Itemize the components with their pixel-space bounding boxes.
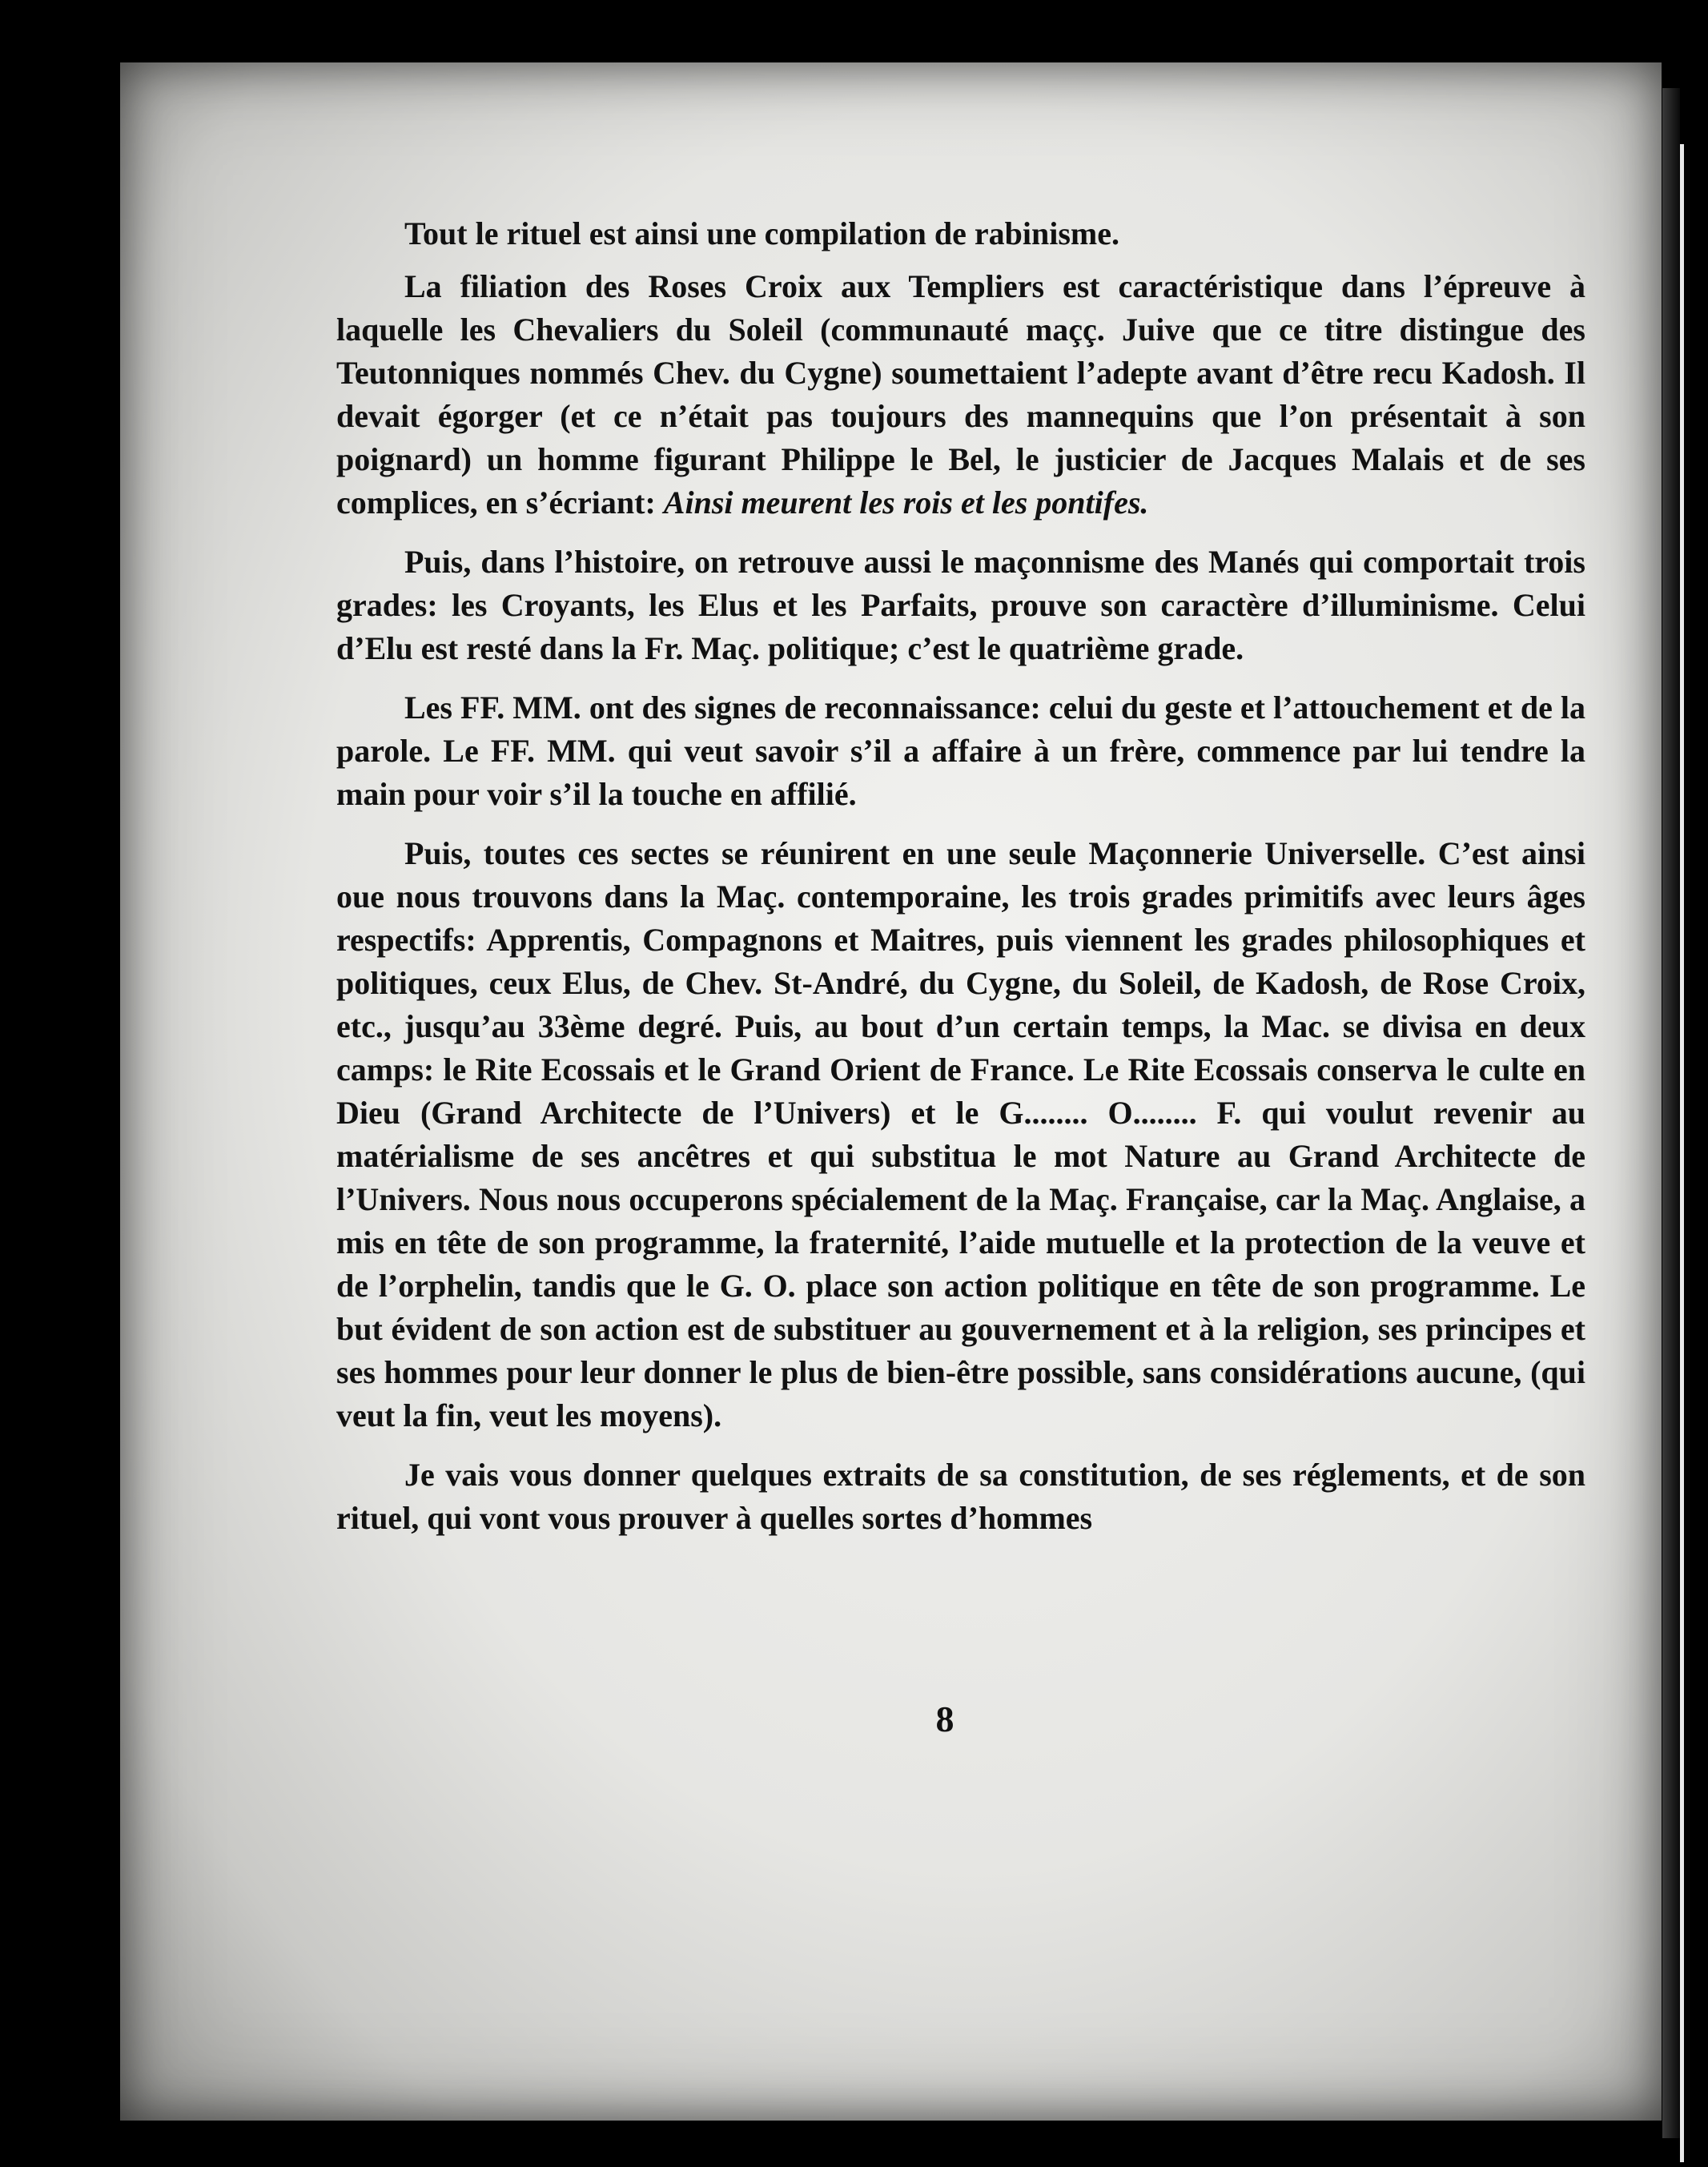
- paragraph-3-text: Puis, dans l’histoire, on retrouve aussi le maçonnisme des Manés qui comportait trois grades: les Croyants, les Elus et les Parfaits, prouve son caractère d’illuminisme. Celui d’Elu est resté dans la Fr. Maç. politique; c’est le quatrième grade.: [336, 544, 1585, 666]
- paragraph-1-text: Tout le rituel est ainsi une compilation de rabinisme.: [404, 215, 1120, 251]
- paragraph-2: [336, 265, 1585, 525]
- paragraph-2-italic-quote: Ainsi meurent les rois et les pontifes.: [663, 484, 1149, 521]
- binding-edge: [1662, 88, 1680, 2138]
- paragraph-4: [336, 686, 1585, 816]
- paragraph-4-text: Les FF. MM. ont des signes de reconnaissance: celui du geste et l’attouchement et de la parole. Le FF. MM. qui veut savoir s’il a affaire à un frère, commence par lui tendre la main pour voir s’il la touche en affilié.: [336, 690, 1585, 812]
- paragraph-1: [336, 212, 1585, 255]
- paragraph-6: [336, 1453, 1585, 1540]
- page-body: [336, 212, 1585, 1556]
- page-number: 8: [935, 1699, 954, 1739]
- paragraph-3: [336, 541, 1585, 670]
- paragraph-5: [336, 832, 1585, 1437]
- binding-line: [1680, 144, 1684, 2162]
- paragraph-2-text: La filiation des Roses Croix aux Templiers est caractéristique dans l’épreuve à laquelle les Chevaliers du Soleil (communauté maçç. Juive que ce titre distingue des Teutonniques nommés Chev. du Cygne) soumettaient l’adepte avant d’être recu Kadosh. Il devait égorger (et ce n’était pas toujours des mannequins que l’on présentait à son poignard) un homme figurant Philippe le Bel, le justicier de Jacques Malais et de ses complices, en s’écriant:: [336, 268, 1585, 521]
- paragraph-6-text: Je vais vous donner quelques extraits de sa constitution, de ses réglements, et de son rituel, qui vont vous prouver à quelles sortes d’hommes: [336, 1457, 1585, 1536]
- paragraph-5-text: Puis, toutes ces sectes se réunirent en une seule Maçonnerie Universelle. C’est ainsi oue nous trouvons dans la Maç. contemporaine, les trois grades primitifs avec leurs âges respectifs: Apprentis, Compagnons et Maitres, puis viennent les grades philosophiques et politiques, ceux Elus, de Chev. St-André, du Cygne, du Soleil, de Kadosh, de Rose Croix, etc., jusqu’au 33ème degré. Puis, au bout d’un certain temps, la Mac. se divisa en deux camps: le Rite Ecossais et le Grand Orient de France. Le Rite Ecossais conserva le culte en Dieu (Grand Architecte de l’Univers) et le G........ O........ F. qui voulut revenir au matérialisme de ses ancêtres et qui substitua le mot Nature au Grand Architecte de l’Univers. Nous nous occuperons spécialement de la Maç. Française, car la Maç. Anglaise, a mis en tête de son programme, la fraternité, l’aide mutuelle et la protection de la veuve et de l’orphelin, tandis que le G. O. place son action politique en tête de son programme. Le but évident de son action est de substituer au gouvernement et à la religion, ses principes et ses hommes pour leur donner le plus de bien-être possible, sans considérations aucune, (qui veut la fin, veut les moyens).: [336, 835, 1585, 1433]
